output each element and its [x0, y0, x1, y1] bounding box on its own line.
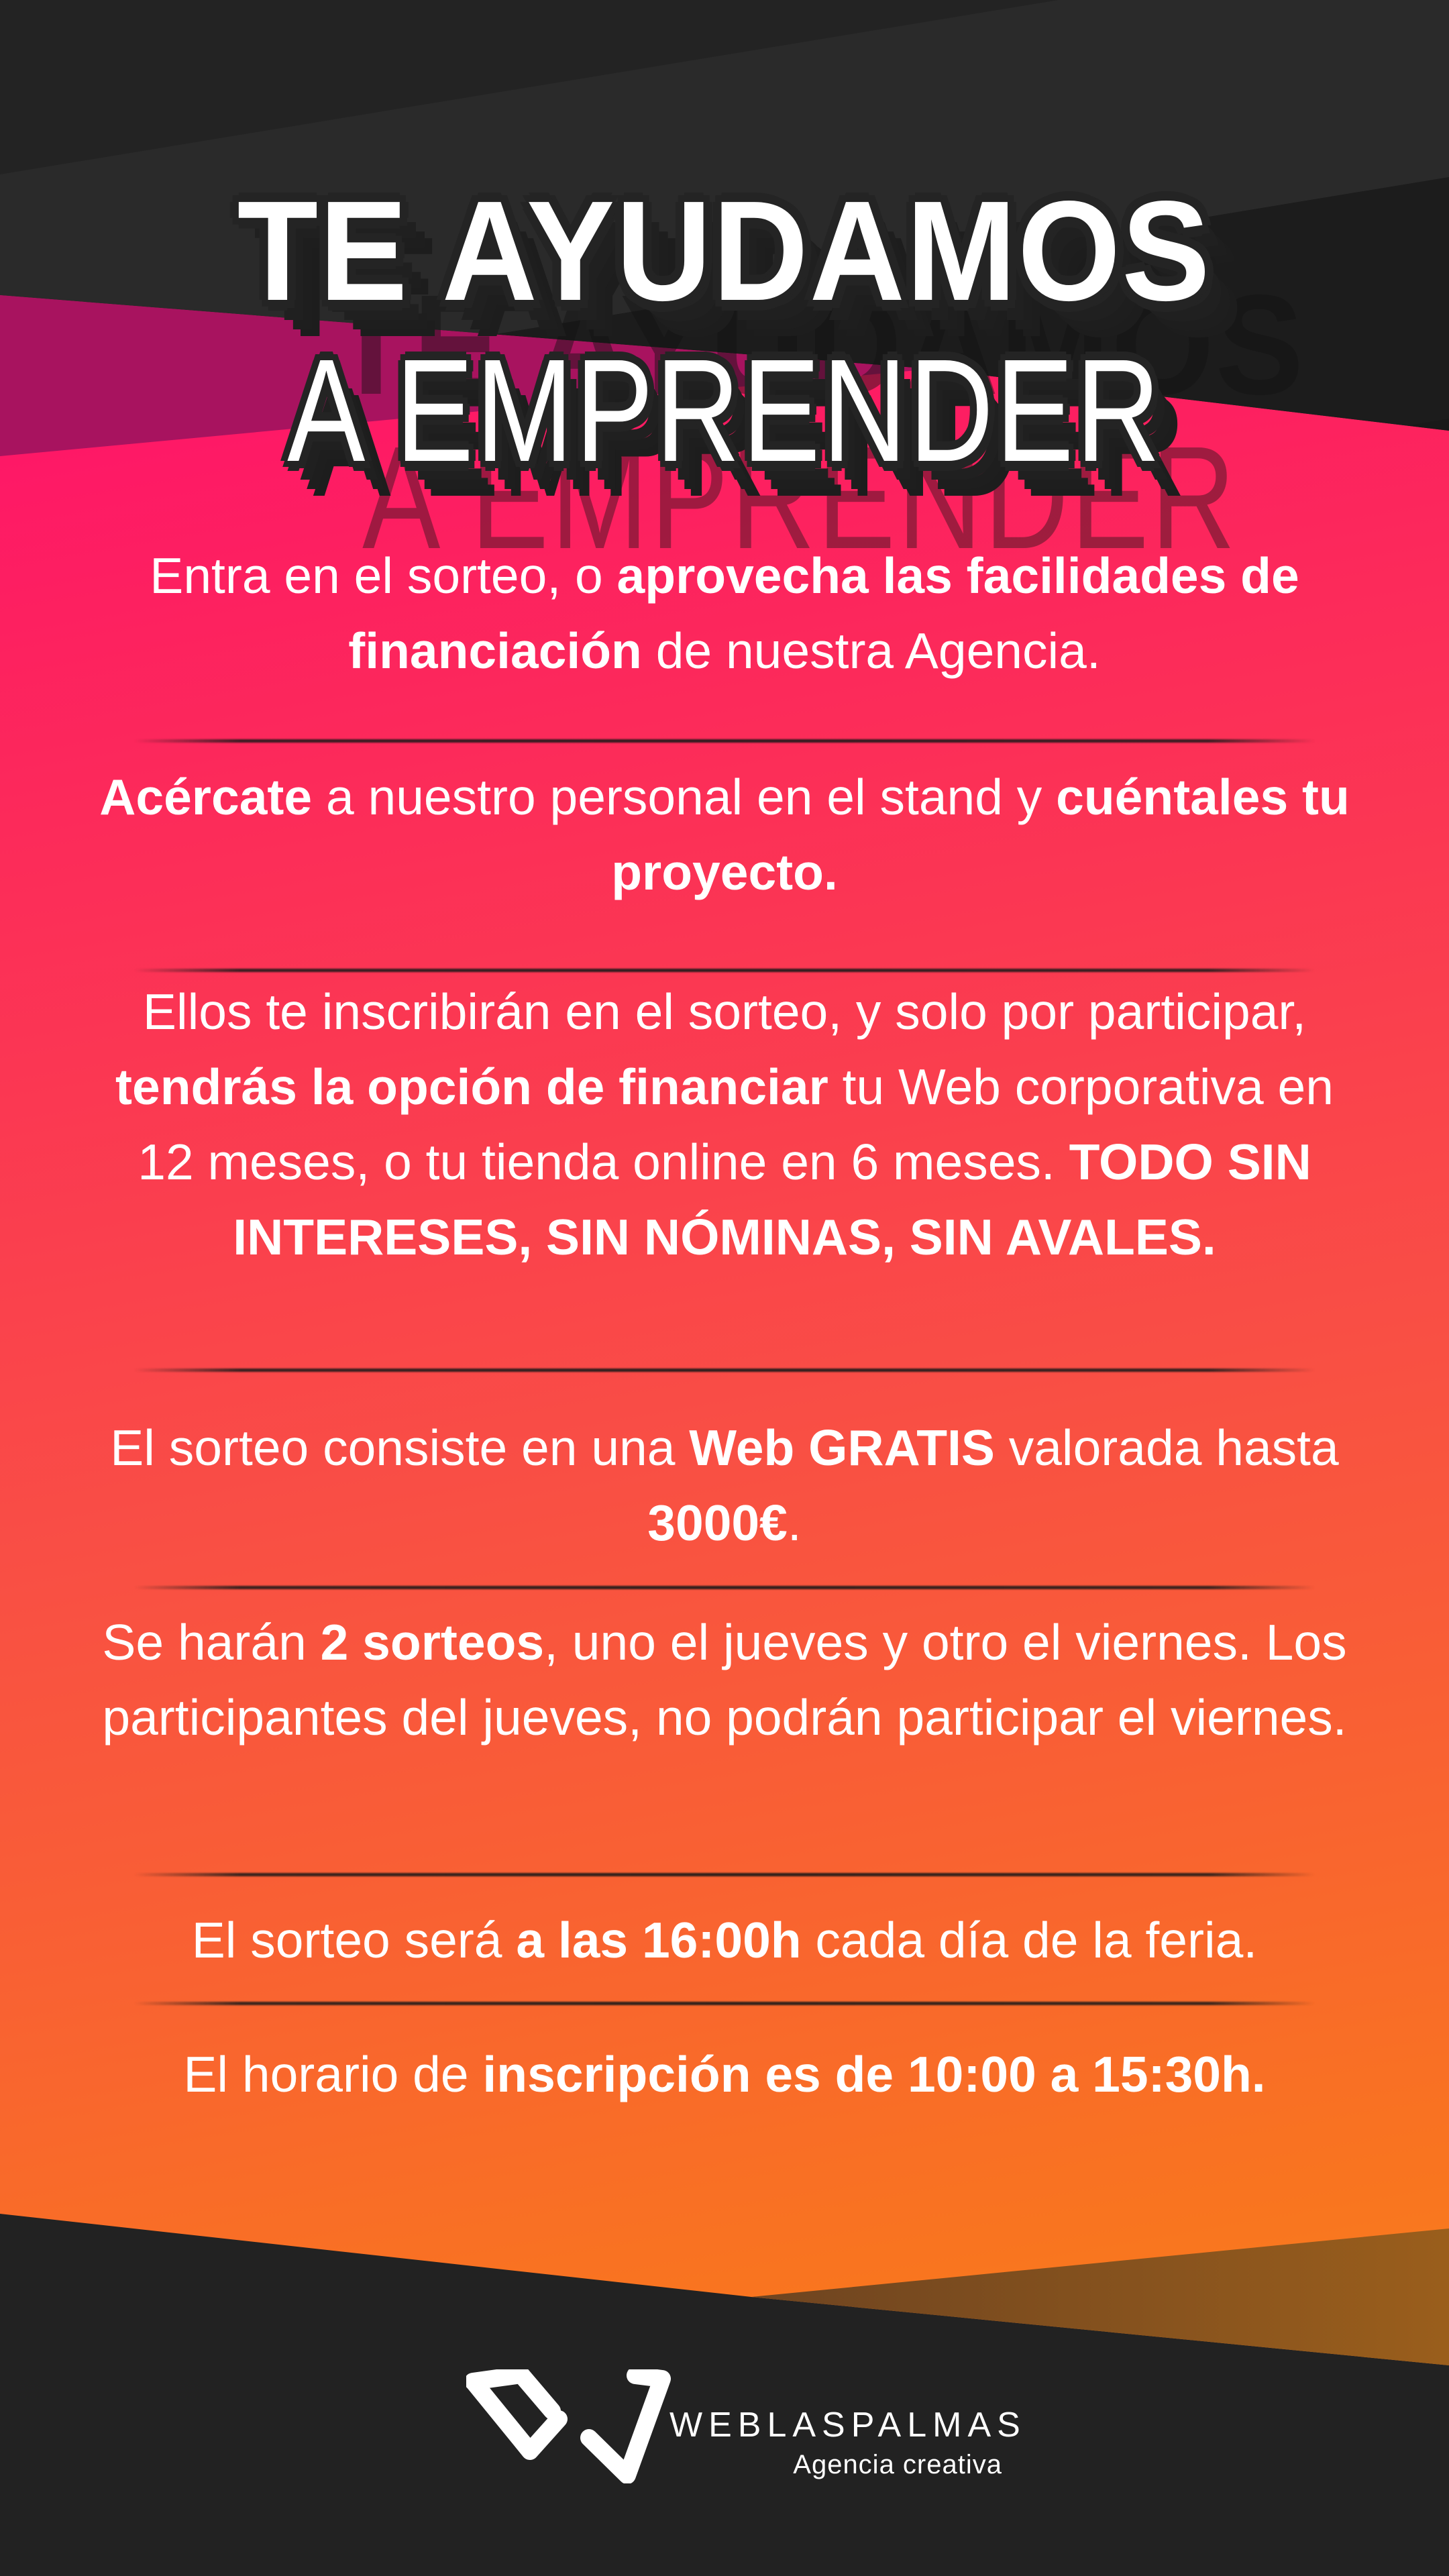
brand-name: WEBLASPALMAS	[669, 2406, 1026, 2445]
paragraph-3: Ellos te inscribirán en el sorteo, y solo por participar, tendrás la opción de financiar tu Web corporativa en 12 meses, o tu tienda online en 6 meses. TODO SIN INTERESES, SIN NÓMINAS, SIN AVALES.	[115, 983, 1334, 1265]
paragraph-1: Entra en el sorteo, o aprovecha las facilidades de financiación de nuestra Agencia.	[150, 547, 1299, 679]
logo-right-check-stroke	[589, 2375, 662, 2475]
page-title	[0, 171, 1449, 492]
title-line-1: TE AYUDAMOS	[237, 171, 1212, 330]
brand-tagline: Agencia creativa	[793, 2450, 1002, 2479]
weblaspalmas-logo-icon	[466, 2369, 674, 2483]
divider	[134, 1586, 1315, 1589]
footer-background-shapes	[0, 2106, 1449, 2576]
paragraph-6: El sorteo será a las 16:00h cada día de la feria.	[191, 1912, 1258, 1968]
divider	[134, 2002, 1315, 2005]
divider	[134, 969, 1315, 972]
paragraph-5: Se harán 2 sorteos, uno el jueves y otro el viernes. Los participantes del jueves, no podrán participar el viernes.	[102, 1614, 1347, 1746]
title-line-2: A EMPRENDER	[286, 329, 1163, 492]
divider	[134, 739, 1315, 743]
divider	[134, 1873, 1315, 1876]
divider	[134, 1368, 1315, 1372]
paragraph-2: Acércate a nuestro personal en el stand y cuéntales tu proyecto.	[99, 769, 1350, 900]
paragraph-4: El sorteo consiste en una Web GRATIS valorada hasta 3000€.	[110, 1419, 1339, 1551]
paragraph-7: El horario de inscripción es de 10:00 a 15:30h.	[183, 2046, 1266, 2102]
